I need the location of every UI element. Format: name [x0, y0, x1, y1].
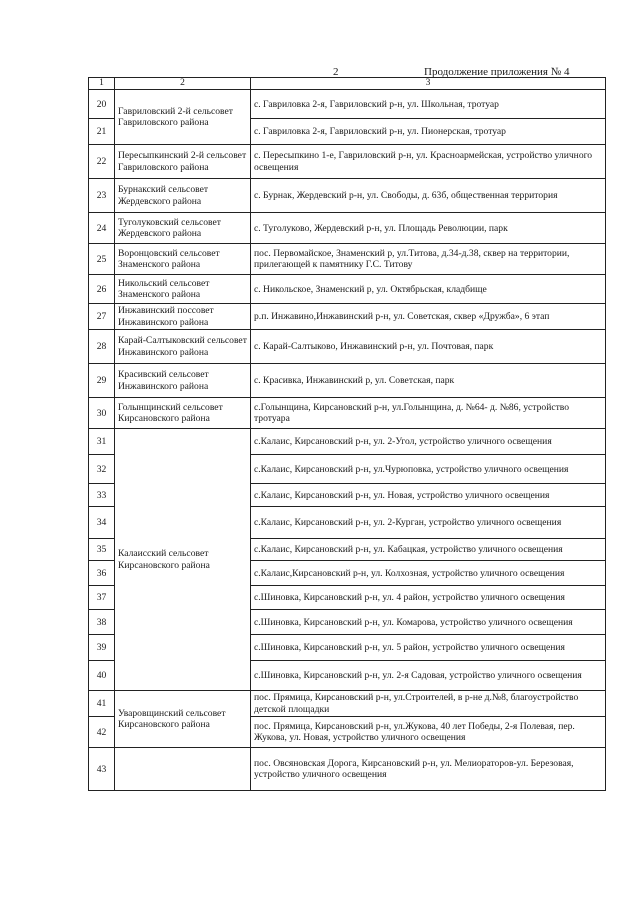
object-description: с.Шиновка, Кирсановский р-н, ул. 2-я Садовая, устройство уличного освещения: [251, 661, 606, 691]
object-description: с.Шиновка, Кирсановский р-н, ул. 5 район, устройство уличного освещения: [251, 635, 606, 661]
row-number: 21: [89, 119, 115, 145]
row-number: 33: [89, 484, 115, 507]
row-number: 37: [89, 586, 115, 610]
column-number-1: 1: [89, 78, 115, 90]
column-number-3: 3: [251, 78, 606, 90]
object-description: с. Гавриловка 2-я, Гавриловский р-н, ул. Школьная, тротуар: [251, 90, 606, 119]
table-row: [89, 145, 606, 179]
row-number: 26: [89, 275, 115, 304]
continuation-title: Продолжение приложения № 4: [424, 66, 570, 78]
row-number: 28: [89, 330, 115, 364]
row-number: 43: [89, 748, 115, 791]
settlement-name: Пересыпкинский 2-й сельсовет Гавриловского района: [115, 145, 251, 179]
settlement-name: Гавриловский 2-й сельсовет Гавриловского района: [115, 90, 251, 145]
settlement-name: Никольский сельсовет Знаменского района: [115, 275, 251, 304]
row-number: 35: [89, 539, 115, 561]
object-description: с.Калаис, Кирсановский р-н, ул. 2-Угол, устройство уличного освещения: [251, 429, 606, 455]
settlement-name: Уваровщинский сельсовет Кирсановского района: [115, 691, 251, 748]
row-number: 38: [89, 610, 115, 635]
object-description: пос. Овсяновская Дорога, Кирсановский р-н, ул. Мелиораторов-ул. Березовая, устройство уличного освещения: [251, 748, 606, 791]
settlement-name: Инжавинский поссовет Инжавинского района: [115, 304, 251, 330]
object-description: с.Калаис, Кирсановский р-н, ул. Новая, устройство уличного освещения: [251, 484, 606, 507]
table-row: [89, 330, 606, 364]
object-description: с. Карай-Салтыково, Инжавинский р-н, ул. Почтовая, парк: [251, 330, 606, 364]
row-number: 41: [89, 691, 115, 717]
object-description: с.Калаис,Кирсановский р-н, ул. Колхозная, устройство уличного освещения: [251, 561, 606, 586]
settlement-name: Туголуковский сельсовет Жердевского района: [115, 213, 251, 244]
appendix-table: [88, 77, 606, 791]
object-description: с. Пересыпкино 1-е, Гавриловский р-н, ул. Красноармейская, устройство уличного освещения: [251, 145, 606, 179]
settlement-name: [115, 748, 251, 791]
settlement-name: Бурнакский сельсовет Жердевского района: [115, 179, 251, 213]
object-description: р.п. Инжавино,Инжавинский р-н, ул. Советская, сквер «Дружба», 6 этап: [251, 304, 606, 330]
row-number: 22: [89, 145, 115, 179]
object-description: с.Шиновка, Кирсановский р-н, ул. 4 район, устройство уличного освещения: [251, 586, 606, 610]
row-number: 34: [89, 507, 115, 539]
row-number: 20: [89, 90, 115, 119]
row-number: 39: [89, 635, 115, 661]
table-row: [89, 275, 606, 304]
object-description: с.Шиновка, Кирсановский р-н, ул. Комарова, устройство уличного освещения: [251, 610, 606, 635]
table-row: [89, 364, 606, 398]
row-number: 31: [89, 429, 115, 455]
table-row: [89, 398, 606, 429]
row-number: 29: [89, 364, 115, 398]
object-description: с.Калаис, Кирсановский р-н, ул. 2-Курган, устройство уличного освещения: [251, 507, 606, 539]
column-number-row: [89, 78, 606, 90]
settlement-name: Голынщинский сельсовет Кирсановского района: [115, 398, 251, 429]
row-number: 24: [89, 213, 115, 244]
row-number: 27: [89, 304, 115, 330]
object-description: с. Гавриловка 2-я, Гавриловский р-н, ул. Пионерская, тротуар: [251, 119, 606, 145]
object-description: пос. Прямица, Кирсановский р-н, ул.Жукова, 40 лет Победы, 2-я Полевая, пер. Жукова, ул. Новая, устройство уличного освещения: [251, 717, 606, 748]
column-number-2: 2: [115, 78, 251, 90]
table-row: [89, 304, 606, 330]
row-number: 32: [89, 455, 115, 484]
table-row: [89, 90, 606, 119]
row-number: 40: [89, 661, 115, 691]
table-row: [89, 748, 606, 791]
table-row: [89, 429, 606, 455]
settlement-name: Красивский сельсовет Инжавинского района: [115, 364, 251, 398]
settlement-name: Калаисский сельсовет Кирсановского района: [115, 429, 251, 691]
row-number: 25: [89, 244, 115, 275]
object-description: с.Голынщина, Кирсановский р-н, ул.Голынщина, д. №64- д. №86, устройство тротуара: [251, 398, 606, 429]
object-description: с. Красивка, Инжавинский р, ул. Советская, парк: [251, 364, 606, 398]
table-row: [89, 213, 606, 244]
table-row: [89, 691, 606, 717]
settlement-name: Воронцовский сельсовет Знаменского района: [115, 244, 251, 275]
object-description: с. Бурнак, Жердевский р-н, ул. Свободы, д. 63б, общественная территория: [251, 179, 606, 213]
object-description: пос. Первомайское, Знаменский р, ул.Титова, д.34-д.38, сквер на территории, прилегающей к памятнику Г.С. Титову: [251, 244, 606, 275]
object-description: с. Никольское, Знаменский р, ул. Октябрьская, кладбище: [251, 275, 606, 304]
object-description: с.Калаис, Кирсановский р-н, ул.Чурюповка, устройство уличного освещения: [251, 455, 606, 484]
object-description: с. Туголуково, Жердевский р-н, ул. Площадь Революции, парк: [251, 213, 606, 244]
row-number: 23: [89, 179, 115, 213]
page-number: 2: [333, 66, 339, 78]
row-number: 30: [89, 398, 115, 429]
table-row: [89, 179, 606, 213]
table-row: [89, 244, 606, 275]
row-number: 42: [89, 717, 115, 748]
settlement-name: Карай-Салтыковский сельсовет Инжавинского района: [115, 330, 251, 364]
row-number: 36: [89, 561, 115, 586]
object-description: с.Калаис, Кирсановский р-н, ул. Кабацкая, устройство уличного освещения: [251, 539, 606, 561]
object-description: пос. Прямица, Кирсановский р-н, ул.Строителей, в р-не д.№8, благоустройство детской площадки: [251, 691, 606, 717]
